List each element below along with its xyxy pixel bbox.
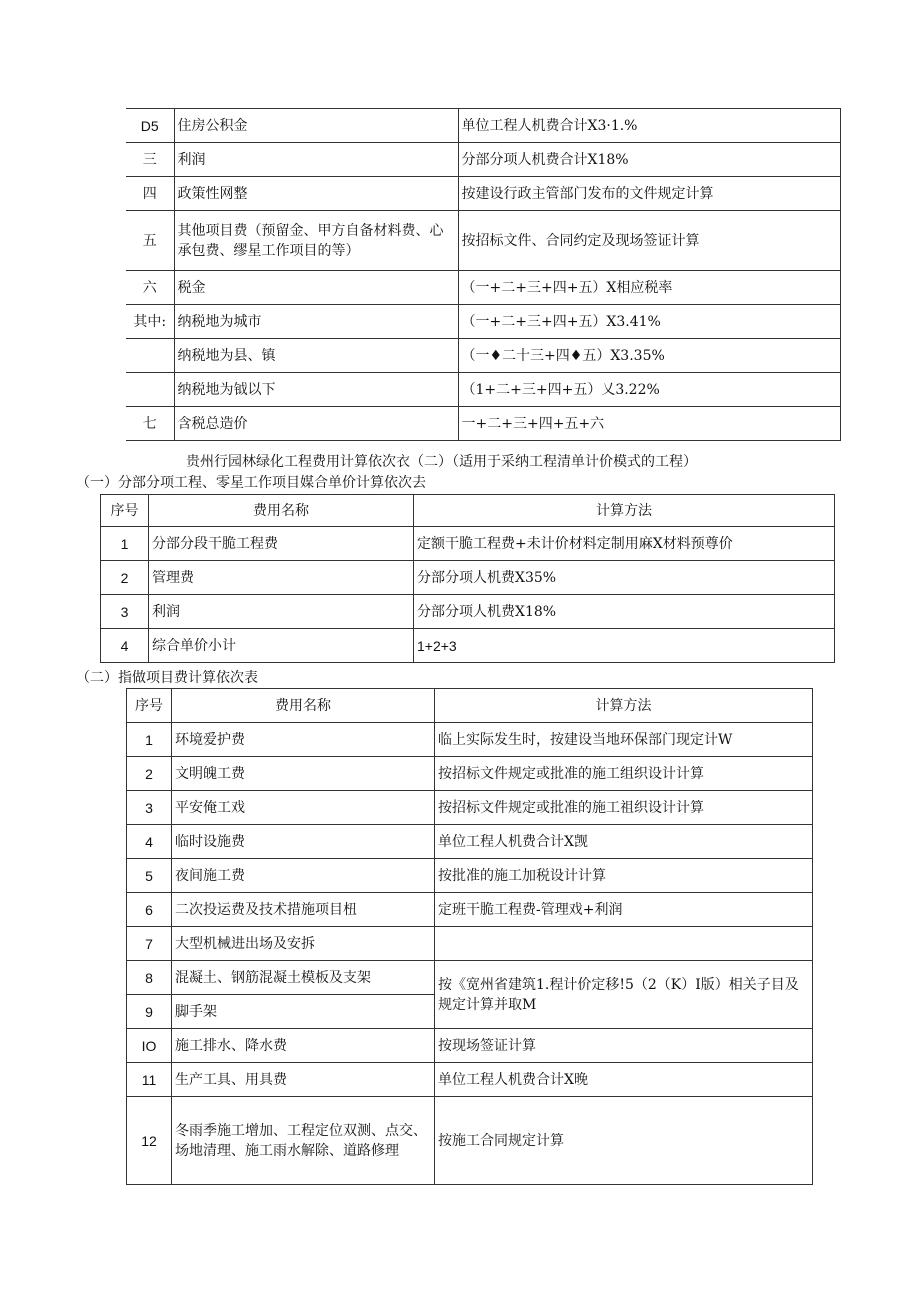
table-row [126, 339, 840, 373]
table-row [126, 211, 840, 271]
header-method: 计算方法 [414, 495, 835, 527]
fee-name: 脚手架 [172, 995, 435, 1029]
table-header-row [127, 689, 813, 723]
calc-method: （一+二+三+四+五）X3.41% [458, 305, 840, 339]
row-number [126, 373, 174, 407]
fee-name: 利润 [174, 143, 458, 177]
calc-method: 一+二+三+四+五+六 [458, 407, 840, 441]
fee-name: 分部分段干脆工程费 [149, 527, 414, 561]
table-row [126, 109, 840, 143]
row-number: D5 [126, 109, 174, 143]
fee-name: 税金 [174, 271, 458, 305]
calc-method: （一+二+三+四+五）X相应税率 [458, 271, 840, 305]
table-row [101, 527, 835, 561]
calc-method: 分部分项人机费X18% [414, 595, 835, 629]
fee-name: 利润 [149, 595, 414, 629]
row-number: 六 [126, 271, 174, 305]
fee-name: 生产工具、用具费 [172, 1063, 435, 1097]
header-no: 序号 [127, 689, 172, 723]
fee-name: 住房公积金 [174, 109, 458, 143]
calc-method: 按招标文件、合同约定及现场签证计算 [458, 211, 840, 271]
row-number: 三 [126, 143, 174, 177]
row-number [126, 339, 174, 373]
fee-name: 大型机械进出场及安拆 [172, 927, 435, 961]
row-number: 9 [127, 995, 172, 1029]
table-row [101, 595, 835, 629]
calc-method: 分部分项人机费合计X18% [458, 143, 840, 177]
calc-method: 1+2+3 [414, 629, 835, 663]
table-row [126, 305, 840, 339]
row-number: 五 [126, 211, 174, 271]
calc-method: （一♦二十三+四♦五）X3.35% [458, 339, 840, 373]
table-row [127, 1063, 813, 1097]
cost-table-2 [100, 494, 835, 663]
table-row [126, 177, 840, 211]
row-number: 8 [127, 961, 172, 995]
cost-table-1 [126, 108, 841, 441]
table-header-row [101, 495, 835, 527]
calc-method: 定班干脆工程费-管理戏+利润 [435, 893, 813, 927]
calc-method: （1+二+三+四+五）乂3.22% [458, 373, 840, 407]
row-number: 1 [101, 527, 149, 561]
header-name: 费用名称 [172, 689, 435, 723]
table-row [127, 791, 813, 825]
cost-table-3 [126, 688, 813, 1185]
calc-method [435, 927, 813, 961]
row-number: 6 [127, 893, 172, 927]
row-number: 11 [127, 1063, 172, 1097]
calc-method: 临上实际发生时，按建设当地环保部门现定计W [435, 723, 813, 757]
header-name: 费用名称 [149, 495, 414, 527]
row-number: 2 [127, 757, 172, 791]
calc-method: 按《宽州省建筑1.程计价定移!5（2（K）I版）相关子目及规定计算并取M [435, 961, 813, 1029]
calc-method: 按招标文件规定或批准的施工组织设计计算 [435, 757, 813, 791]
fee-name: 施工排水、降水费 [172, 1029, 435, 1063]
row-number: 七 [126, 407, 174, 441]
row-number: 3 [101, 595, 149, 629]
table-row [127, 927, 813, 961]
calc-method: 单位工程人机费合计X觊 [435, 825, 813, 859]
row-number: 5 [127, 859, 172, 893]
table-row [101, 561, 835, 595]
table-row [127, 723, 813, 757]
calc-method: 按招标文件规定或批准的施工祖织设计计算 [435, 791, 813, 825]
row-number: 1 [127, 723, 172, 757]
row-number: 12 [127, 1097, 172, 1185]
calc-method: 按施工合同规定计算 [435, 1097, 813, 1185]
calc-method: 定额干脆工程费+未计价材料定制用麻X材料预尊价 [414, 527, 835, 561]
section-2-title: （二）指做项目费计算依次表 [76, 670, 258, 686]
row-number: 7 [127, 927, 172, 961]
fee-name: 纳税地为城市 [174, 305, 458, 339]
table-row [126, 271, 840, 305]
row-number: 4 [101, 629, 149, 663]
fee-name: 含税总造价 [174, 407, 458, 441]
fee-name: 冬雨季施工增加、工程定位双测、点交、场地清理、施工雨水解除、道路修理 [172, 1097, 435, 1185]
fee-name: 纳税地为钺以下 [174, 373, 458, 407]
table-row [126, 143, 840, 177]
table-row [126, 373, 840, 407]
fee-name: 平安俺工戏 [172, 791, 435, 825]
table-row [127, 961, 813, 995]
table-row [101, 629, 835, 663]
fee-name: 综合单价小计 [149, 629, 414, 663]
row-number: IO [127, 1029, 172, 1063]
fee-name: 文明魄工费 [172, 757, 435, 791]
header-method: 计算方法 [435, 689, 813, 723]
table-row [126, 407, 840, 441]
calc-method: 单位工程人机费合计X晚 [435, 1063, 813, 1097]
table-row [127, 825, 813, 859]
fee-name: 夜间施工费 [172, 859, 435, 893]
fee-name: 纳税地为县、镇 [174, 339, 458, 373]
calc-method: 分部分项人机费X35% [414, 561, 835, 595]
table-row [127, 1029, 813, 1063]
fee-name: 政策性网整 [174, 177, 458, 211]
row-number: 四 [126, 177, 174, 211]
header-no: 序号 [101, 495, 149, 527]
fee-name: 二次投运费及技术措施项目杻 [172, 893, 435, 927]
row-number: 4 [127, 825, 172, 859]
fee-name: 临时设施费 [172, 825, 435, 859]
calc-method: 单位工程人机费合计X3·1.% [458, 109, 840, 143]
table-row [127, 757, 813, 791]
section-1-title: （一）分部分项工程、零星工作项目媒合单价计算依次去 [76, 475, 426, 491]
table-row [127, 1097, 813, 1185]
fee-name: 混凝土、钢筋混凝土模板及支架 [172, 961, 435, 995]
calc-method: 按批准的施工加税设计计算 [435, 859, 813, 893]
table-row [127, 859, 813, 893]
row-number: 2 [101, 561, 149, 595]
row-number: 3 [127, 791, 172, 825]
row-number: 其中: [126, 305, 174, 339]
main-heading: 贵州行园林绿化工程费用计算依次衣（二）（适用于采纳工程清单计价模式的工程） [186, 454, 697, 470]
calc-method: 按现场签证计算 [435, 1029, 813, 1063]
fee-name: 其他项目费（预留金、甲方自备材料费、心承包费、缪星工作项目的等） [174, 211, 458, 271]
fee-name: 环境爱护费 [172, 723, 435, 757]
table-row [127, 893, 813, 927]
calc-method: 按建设行政主管部门发布的文件规定计算 [458, 177, 840, 211]
fee-name: 管理费 [149, 561, 414, 595]
